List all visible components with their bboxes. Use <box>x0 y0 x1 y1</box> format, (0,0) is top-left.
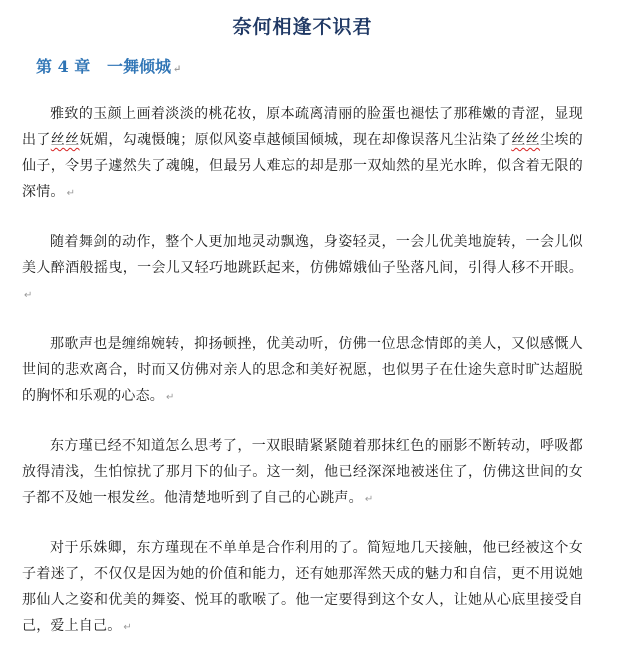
paragraph-text: 妩媚，勾魂慑魄；原似风姿卓越倾国倾城，现在却像误落凡尘沾染了 <box>79 132 512 148</box>
body-paragraph <box>22 535 583 641</box>
body-paragraph <box>22 331 583 411</box>
spellcheck-flagged-text: 丝丝 <box>511 132 541 148</box>
paragraph-text: 那歌声也是缠绵婉转，抑扬顿挫，优美动听，仿佛一位思念情郎的美人，又似感慨人世间的悲欢离合，时而又仿佛对亲人的思念和美好祝愿，也似男子在仕途失意时旷达超脱的胸怀和乐观的心态。 <box>22 336 583 404</box>
body-paragraph <box>22 101 583 207</box>
chapter-heading <box>36 54 583 83</box>
paragraph-text: 对于乐姝卿，东方瑾现在不单单是合作利用的了。简短地几天接触，他已经被这个女子着迷了，不仅仅是因为她的价值和能力，还有她那浑然天成的魅力和自信，更不用说她那仙人之姿和优美的舞姿、悦耳的歌喉了。他一定要得到这个女人，让她从心底里接受自己，爱上自己。 <box>22 540 583 634</box>
paragraph-text: 东方瑾已经不知道怎么思考了，一双眼睛紧紧随着那抹红色的丽影不断转动，呼吸都放得清浅，生怕惊扰了那月下的仙子。这一刻，他已经深深地被迷住了，仿佛这世间的女子都不及她一根发丝。他清楚地听到了自己的心跳声。 <box>22 438 583 506</box>
paragraph-text: 随着舞剑的动作，整个人更加地灵动飘逸，身姿轻灵，一会儿优美地旋转，一会儿似美人醉酒般摇曳，一会儿又轻巧地跳跃起来，仿佛嫦娥仙子坠落凡间，引得人移不开眼。 <box>22 234 583 276</box>
paragraph-mark-icon: ↵ <box>24 290 33 301</box>
paragraph-text: 尘埃的仙子，令男子遽然失了魂魄，但最另人难忘的却是那一双灿然的星光水眸，似含着无限的深情。 <box>22 132 583 200</box>
body-paragraph <box>22 433 583 513</box>
body-paragraph <box>22 229 583 309</box>
paragraph-mark-icon: ↵ <box>173 64 182 75</box>
chapter-heading-text: 第 4 章 一舞倾城 <box>36 57 171 76</box>
paragraph-mark-icon: ↵ <box>123 622 132 633</box>
document-title: 奈何相逢不识君 <box>232 16 373 38</box>
document-body <box>22 101 583 641</box>
paragraph-text: 雅致的玉颜上画着淡淡的桃花妆，原本疏离清丽的脸蛋也褪怯了那稚嫩的青涩，显现出了 <box>22 106 583 148</box>
paragraph-mark-icon: ↵ <box>166 392 175 403</box>
paragraph-mark-icon: ↵ <box>66 188 76 199</box>
spellcheck-flagged-text: 丝丝 <box>50 132 80 148</box>
paragraph-mark-icon: ↵ <box>364 494 374 505</box>
